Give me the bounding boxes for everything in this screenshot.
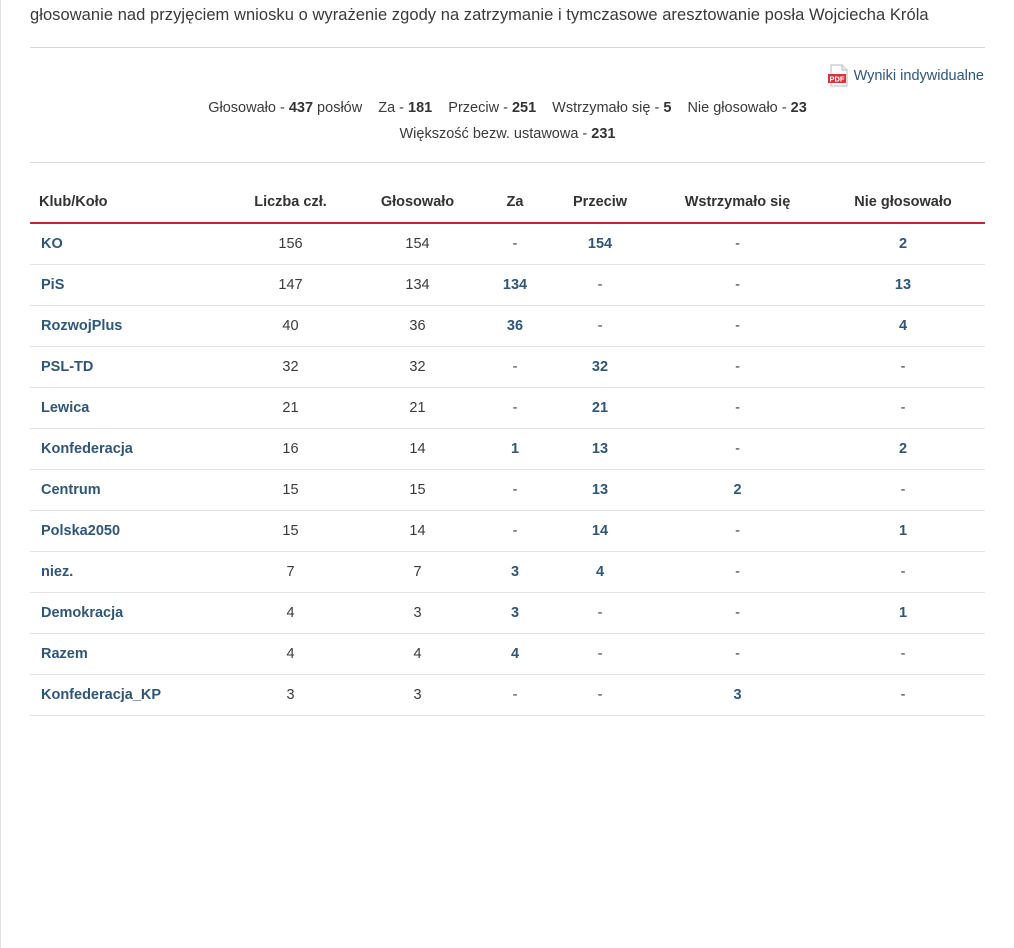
cell-club [30,552,230,593]
table-row [30,593,985,634]
cell-nieglosowalo [821,593,985,634]
vote-count-link[interactable]: 1 [898,605,908,621]
cell-nieglosowalo [821,223,985,265]
vote-count-link[interactable]: 154 [587,236,613,252]
cell-club [30,388,230,429]
vote-count-link[interactable]: 13 [591,441,609,457]
cell-za [484,634,546,675]
header-przeciw: Przeciw [546,182,654,223]
cell-value: - [900,687,906,703]
individual-results-label: Wyniki indywidualne [853,68,984,84]
vote-count-link[interactable]: 3 [510,605,520,621]
header-club: Klub/Koło [30,182,230,223]
cell-voted [351,223,484,265]
cell-nieglosowalo [821,265,985,306]
cell-value: 7 [413,564,422,580]
table-row [30,306,985,347]
cell-value: 3 [413,687,422,703]
cell-club [30,511,230,552]
vote-count-link[interactable]: 1 [510,441,520,457]
cell-value: - [735,646,740,662]
cell-members [230,470,351,511]
cell-value: - [512,359,518,375]
cell-nieglosowalo [821,675,985,716]
cell-value: 3 [286,687,295,703]
cell-value: 147 [278,277,303,293]
vote-count-link[interactable]: 1 [898,523,908,539]
cell-przeciw [546,265,654,306]
cell-voted [351,265,484,306]
cell-voted [351,306,484,347]
cell-wstrzymalo [654,634,821,675]
vote-count-link[interactable]: 3 [733,687,742,703]
cell-members [230,511,351,552]
vote-summary [30,100,985,116]
club-link[interactable]: Lewica [41,400,90,416]
cell-voted [351,429,484,470]
cell-value: - [512,400,518,416]
summary-wstrzymalo: Wstrzymało się - 5 [552,100,672,116]
vote-count-link[interactable]: 13 [591,482,609,498]
cell-club [30,429,230,470]
table-row [30,265,985,306]
club-link[interactable]: Konfederacja [41,441,133,457]
cell-value: 15 [409,482,426,498]
cell-wstrzymalo [654,265,821,306]
cell-za [484,511,546,552]
cell-za [484,429,546,470]
individual-results-link[interactable] [828,64,984,88]
cell-value: - [735,277,740,293]
summary-voted: Głosowało - 437 posłów [208,100,363,116]
cell-value: 32 [282,359,299,375]
cell-value: - [735,236,740,252]
cell-wstrzymalo [654,552,821,593]
cell-za [484,347,546,388]
cell-za [484,593,546,634]
cell-value: - [735,441,740,457]
cell-voted [351,593,484,634]
table-header-row [30,182,985,223]
table-row [30,511,985,552]
cell-value: 156 [278,236,303,252]
cell-value: 134 [405,277,430,293]
cell-przeciw [546,675,654,716]
cell-voted [351,470,484,511]
cell-members [230,429,351,470]
table-row [30,634,985,675]
cell-za [484,552,546,593]
cell-value: 3 [413,605,422,621]
cell-nieglosowalo [821,347,985,388]
cell-club [30,265,230,306]
cell-wstrzymalo [654,223,821,265]
club-link[interactable]: PiS [41,277,65,293]
vote-count-link[interactable]: 4 [510,646,520,662]
cell-value: - [735,318,740,334]
vote-count-link[interactable]: 2 [898,441,908,457]
club-link[interactable]: Polska2050 [41,523,121,539]
cell-value: - [735,359,740,375]
club-link[interactable]: PSL-TD [41,359,94,375]
cell-przeciw [546,429,654,470]
cell-value: - [900,564,906,580]
cell-value: - [597,687,603,703]
cell-members [230,388,351,429]
cell-voted [351,552,484,593]
cell-value: 4 [286,646,295,662]
cell-wstrzymalo [654,306,821,347]
cell-value: - [735,400,740,416]
table-row [30,552,985,593]
cell-club [30,675,230,716]
header-nieglosowalo: Nie głosowało [821,182,985,223]
cell-przeciw [546,511,654,552]
vote-count-link[interactable]: 21 [591,400,609,416]
vote-count-link[interactable]: 14 [591,523,609,539]
votes-table [30,182,985,716]
cell-value: 7 [286,564,295,580]
club-link[interactable]: KO [41,236,63,252]
vote-count-link[interactable]: 36 [506,318,524,334]
cell-wstrzymalo [654,675,821,716]
cell-value: - [900,646,906,662]
table-row [30,223,985,265]
cell-value: - [597,605,603,621]
cell-za [484,470,546,511]
cell-value: - [735,564,740,580]
header-wstrzymalo: Wstrzymało się [654,182,821,223]
cell-club [30,347,230,388]
cell-nieglosowalo [821,306,985,347]
cell-members [230,675,351,716]
cell-value: - [597,318,603,334]
cell-value: 154 [405,236,430,252]
cell-value: 16 [282,441,299,457]
cell-przeciw [546,634,654,675]
cell-members [230,634,351,675]
cell-wstrzymalo [654,347,821,388]
cell-members [230,265,351,306]
cell-za [484,223,546,265]
cell-value: - [512,482,518,498]
cell-members [230,347,351,388]
club-link[interactable]: Razem [41,646,88,662]
vote-count-link[interactable]: 3 [510,564,520,580]
cell-club [30,223,230,265]
club-link[interactable]: RozwojPlus [41,318,123,334]
cell-przeciw [546,388,654,429]
cell-nieglosowalo [821,511,985,552]
cell-value: - [735,605,740,621]
table-row [30,347,985,388]
cell-club [30,470,230,511]
cell-value: - [512,236,518,252]
cell-value: 4 [413,646,422,662]
vote-count-link[interactable]: 134 [502,277,528,293]
cell-club [30,593,230,634]
divider-top [30,47,985,48]
cell-value: 21 [282,400,299,416]
cell-club [30,634,230,675]
header-members: Liczba czł. [230,182,351,223]
table-row [30,429,985,470]
cell-club [30,306,230,347]
table-row [30,470,985,511]
cell-nieglosowalo [821,470,985,511]
cell-nieglosowalo [821,429,985,470]
cell-members [230,223,351,265]
cell-value: 36 [409,318,426,334]
cell-value: - [512,523,518,539]
vote-count-link[interactable]: 2 [898,236,908,252]
cell-voted [351,347,484,388]
cell-za [484,675,546,716]
club-link[interactable]: Demokracja [41,605,124,621]
header-voted: Głosowało [351,182,484,223]
svg-text:PDF: PDF [829,74,845,84]
cell-przeciw [546,306,654,347]
vote-title: głosowanie nad przyjęciem wniosku o wyrażenie zgody na zatrzymanie i tymczasowe aresztowanie posła Wojciecha Króla [30,6,929,24]
cell-wstrzymalo [654,470,821,511]
cell-value: - [597,646,603,662]
vote-count-link[interactable]: 2 [733,482,742,498]
cell-nieglosowalo [821,388,985,429]
club-link[interactable]: Konfederacja_KP [41,687,162,703]
cell-value: - [900,482,906,498]
cell-przeciw [546,552,654,593]
summary-przeciw: Przeciw - 251 [448,100,537,116]
summary-za: Za - 181 [378,100,433,116]
summary-nieglosowalo: Nie głosowało - 23 [687,100,807,116]
cell-voted [351,675,484,716]
cell-przeciw [546,593,654,634]
cell-value: - [597,277,603,293]
table-row [30,388,985,429]
club-link[interactable]: niez. [41,564,74,580]
cell-wstrzymalo [654,511,821,552]
cell-przeciw [546,223,654,265]
vote-count-link[interactable]: 4 [898,318,908,334]
cell-members [230,593,351,634]
cell-value: 4 [286,605,295,621]
pdf-icon [828,64,849,88]
cell-wstrzymalo [654,388,821,429]
vote-count-link[interactable]: 13 [894,277,912,293]
cell-value: 15 [282,523,299,539]
cell-wstrzymalo [654,429,821,470]
cell-za [484,388,546,429]
cell-przeciw [546,470,654,511]
cell-value: - [735,523,740,539]
cell-voted [351,388,484,429]
cell-za [484,306,546,347]
cell-value: 14 [409,523,426,539]
cell-value: 40 [282,318,299,334]
cell-value: 14 [409,441,426,457]
table-row [30,675,985,716]
vote-count-link[interactable]: 4 [595,564,605,580]
divider-middle [30,162,985,163]
vote-count-link[interactable]: 32 [591,359,609,375]
cell-voted [351,634,484,675]
cell-za [484,265,546,306]
votes-table-body [30,223,985,716]
cell-value: 21 [409,400,426,416]
cell-nieglosowalo [821,552,985,593]
cell-nieglosowalo [821,634,985,675]
cell-value: - [900,359,906,375]
cell-members [230,552,351,593]
cell-value: - [900,400,906,416]
cell-value: - [512,687,518,703]
header-za: Za [484,182,546,223]
cell-value: 32 [409,359,426,375]
majority-summary: Większość bezw. ustawowa - 231 [399,126,616,142]
club-link[interactable]: Centrum [41,482,101,498]
cell-voted [351,511,484,552]
cell-przeciw [546,347,654,388]
cell-members [230,306,351,347]
cell-value: 15 [282,482,299,498]
cell-wstrzymalo [654,593,821,634]
